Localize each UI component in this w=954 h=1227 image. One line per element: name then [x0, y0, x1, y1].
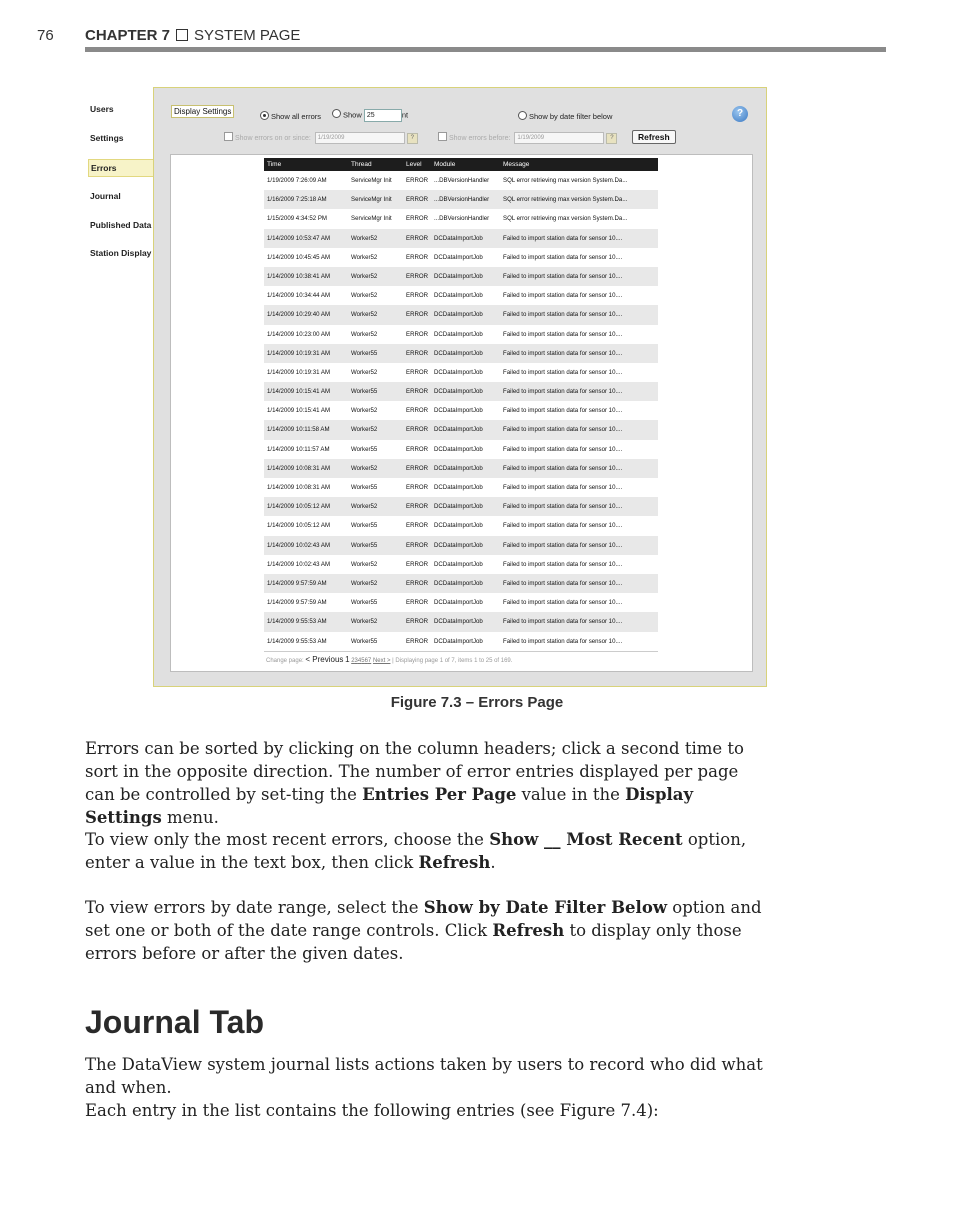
table-row[interactable]: [264, 536, 658, 555]
nav-item-published-data[interactable]: Published Data: [90, 220, 152, 230]
cell-message: Failed to import station data for sensor 10....: [503, 234, 623, 242]
cell-module: DCDataImportJob: [434, 311, 483, 319]
before-checkbox[interactable]: [438, 132, 447, 141]
cell-module: DCDataImportJob: [434, 464, 483, 472]
cell-thread: Worker52: [351, 560, 378, 568]
cell-level: ERROR: [406, 349, 429, 357]
nav-item-users[interactable]: Users: [90, 104, 114, 114]
cell-time: 1/14/2009 10:38:41 AM: [267, 272, 331, 280]
cell-level: ERROR: [406, 177, 429, 184]
header-rule: [85, 47, 886, 52]
cell-time: 1/14/2009 9:55:53 AM: [267, 637, 327, 645]
cell-time: 1/14/2009 10:08:31 AM: [267, 484, 331, 491]
previous-link[interactable]: < Previous: [305, 655, 344, 664]
cell-message: Failed to import station data for sensor 10....: [503, 541, 623, 549]
cell-thread: Worker52: [351, 272, 378, 280]
nav-item-settings[interactable]: Settings: [90, 133, 124, 143]
emphasis: Entries Per Page: [362, 785, 517, 804]
show-by-date-label: Show by date filter below: [529, 112, 613, 121]
page-link[interactable]: 7: [367, 658, 372, 664]
radio-icon[interactable]: [518, 111, 527, 120]
cell-thread: ServiceMgr Init: [351, 215, 392, 223]
table-row[interactable]: [264, 478, 658, 497]
cell-time: 1/19/2009 7:26:09 AM: [267, 177, 327, 184]
cell-thread: Worker52: [351, 618, 378, 626]
change-page-label: Change page:: [266, 658, 304, 664]
text: option and set one or both of the date range controls. Click: [85, 898, 762, 940]
cell-thread: Worker52: [351, 407, 378, 415]
cell-message: Failed to import station data for sensor 10....: [503, 484, 623, 491]
cell-thread: Worker52: [351, 234, 378, 242]
text: option, enter a value in the text box, then click: [85, 830, 747, 872]
show-count-input[interactable]: 25: [364, 109, 402, 122]
table-row[interactable]: [264, 632, 658, 651]
cell-message: Failed to import station data for sensor 10....: [503, 445, 623, 453]
errors-page-screenshot: [86, 87, 767, 687]
cell-module: DCDataImportJob: [434, 541, 483, 549]
text: To view errors by date range, select the: [85, 898, 424, 917]
cell-message: Failed to import station data for sensor 10....: [503, 618, 623, 626]
cell-time: 1/14/2009 10:19:31 AM: [267, 349, 331, 357]
before-date-input[interactable]: 1/19/2009: [514, 132, 604, 144]
text: Errors can be sorted by clicking on the column headers; click a second time to sort in the opposite direction. The number of error entries displayed per page can be controlled by set-ting the: [85, 739, 744, 804]
text: .: [490, 853, 496, 872]
text: menu.: [161, 808, 219, 827]
cell-module: DCDataImportJob: [434, 579, 483, 587]
pager-divider: [264, 651, 658, 652]
cell-message: Failed to import station data for sensor 10....: [503, 503, 623, 511]
cell-message: Failed to import station data for sensor 10....: [503, 637, 623, 645]
cell-thread: Worker52: [351, 253, 378, 261]
cell-time: 1/14/2009 10:02:43 AM: [267, 541, 331, 549]
cell-thread: Worker52: [351, 311, 378, 319]
table-row[interactable]: [264, 229, 658, 248]
paragraph-journal-intro: The DataView system journal lists actions taken by users to record who did what and when.: [85, 1055, 763, 1097]
help-icon[interactable]: ?: [732, 106, 748, 122]
nav-item-errors[interactable]: Errors: [88, 159, 154, 177]
cell-module: DCDataImportJob: [434, 253, 483, 261]
table-row[interactable]: [264, 363, 658, 382]
show-suffix: nt: [401, 110, 409, 120]
calendar-icon[interactable]: ?: [606, 133, 617, 144]
table-row[interactable]: [264, 459, 658, 478]
cell-module: DCDataImportJob: [434, 503, 483, 511]
errors-table: [264, 158, 658, 651]
since-checkbox[interactable]: [224, 132, 233, 141]
section-heading: Journal Tab: [85, 1004, 264, 1040]
cell-level: ERROR: [406, 407, 429, 415]
cell-time: 1/14/2009 10:29:40 AM: [267, 311, 331, 319]
cell-thread: Worker55: [351, 349, 378, 357]
cell-thread: Worker52: [351, 292, 378, 300]
cell-message: SQL error retrieving max version System.Da...: [503, 177, 628, 184]
table-row[interactable]: [264, 209, 658, 228]
cell-time: 1/14/2009 10:53:47 AM: [267, 234, 331, 242]
errors-panel: [153, 87, 767, 687]
cell-time: 1/14/2009 10:15:41 AM: [267, 388, 331, 396]
page-link[interactable]: 6: [364, 658, 368, 664]
cell-level: ERROR: [406, 599, 429, 607]
cell-level: ERROR: [406, 311, 429, 319]
cell-message: Failed to import station data for sensor 10....: [503, 368, 623, 376]
cell-level: ERROR: [406, 215, 429, 223]
cell-message: Failed to import station data for sensor 10....: [503, 560, 623, 568]
cell-level: ERROR: [406, 560, 429, 568]
table-row[interactable]: [264, 574, 658, 593]
table-row[interactable]: [264, 190, 658, 209]
cell-message: Failed to import station data for sensor 10....: [503, 464, 623, 472]
cell-message: SQL error retrieving max version System.Da...: [503, 215, 628, 223]
table-row[interactable]: [264, 593, 658, 612]
paragraph-journal-entries: Each entry in the list contains the following entries (see Figure 7.4):: [85, 1101, 659, 1120]
show-count-option[interactable]: [332, 109, 408, 122]
cell-module: DCDataImportJob: [434, 349, 483, 357]
cell-module: DCDataImportJob: [434, 426, 483, 434]
cell-time: 1/14/2009 10:02:43 AM: [267, 560, 331, 568]
cell-level: ERROR: [406, 292, 429, 300]
cell-message: Failed to import station data for sensor 10....: [503, 292, 623, 300]
cell-level: ERROR: [406, 618, 429, 626]
table-row[interactable]: [264, 420, 658, 439]
cell-thread: Worker55: [351, 522, 378, 530]
cell-level: ERROR: [406, 637, 429, 645]
cell-level: ERROR: [406, 234, 429, 242]
since-filter[interactable]: [224, 132, 418, 144]
cell-module: DCDataImportJob: [434, 368, 483, 376]
text: To view only the most recent errors, choose the: [85, 830, 490, 849]
cell-level: ERROR: [406, 368, 429, 376]
since-date-input[interactable]: 1/19/2009: [315, 132, 405, 144]
side-nav: [86, 87, 153, 687]
cell-level: ERROR: [406, 464, 429, 472]
cell-message: SQL error retrieving max version System.Da...: [503, 196, 628, 204]
cell-thread: ServiceMgr Init: [351, 177, 392, 184]
column-header-message[interactable]: Message: [503, 161, 530, 168]
before-label: Show errors before:: [449, 135, 511, 142]
cell-module: ...DBVersionHandler: [434, 196, 490, 204]
table-row[interactable]: [264, 325, 658, 344]
table-row[interactable]: [264, 555, 658, 574]
table-row[interactable]: [264, 516, 658, 535]
cell-level: ERROR: [406, 484, 429, 491]
column-header-thread[interactable]: Thread: [351, 161, 372, 168]
paragraph-most-recent: [85, 828, 767, 874]
cell-level: ERROR: [406, 196, 429, 204]
show-by-date-option[interactable]: [518, 111, 612, 121]
chapter-title: SYSTEM PAGE: [194, 27, 301, 44]
cell-message: Failed to import station data for sensor 10....: [503, 407, 623, 415]
cell-module: DCDataImportJob: [434, 330, 483, 338]
column-header-level[interactable]: Level: [406, 161, 422, 168]
pager-status: Displaying page 1 of 7, items 1 to 25 of 169.: [395, 658, 513, 664]
table-row[interactable]: [264, 440, 658, 459]
cell-message: Failed to import station data for sensor 10....: [503, 311, 623, 319]
cell-level: ERROR: [406, 579, 429, 587]
cell-thread: ServiceMgr Init: [351, 196, 392, 204]
cell-level: ERROR: [406, 541, 429, 549]
cell-time: 1/14/2009 9:55:53 AM: [267, 618, 327, 626]
cell-level: ERROR: [406, 330, 429, 338]
cell-module: DCDataImportJob: [434, 407, 483, 415]
cell-time: 1/14/2009 10:19:31 AM: [267, 368, 331, 376]
cell-message: Failed to import station data for sensor 10....: [503, 349, 623, 357]
table-row[interactable]: [264, 612, 658, 631]
next-link[interactable]: Next >: [372, 658, 391, 664]
figure-caption: Figure 7.3 – Errors Page: [390, 694, 564, 711]
cell-thread: Worker55: [351, 541, 378, 549]
page-link[interactable]: 4: [357, 658, 362, 664]
emphasis: Refresh: [418, 853, 491, 872]
cell-module: DCDataImportJob: [434, 272, 483, 280]
cell-level: ERROR: [406, 272, 429, 280]
cell-message: Failed to import station data for sensor 10....: [503, 579, 623, 587]
cell-module: DCDataImportJob: [434, 388, 483, 396]
cell-level: ERROR: [406, 426, 429, 434]
paragraph-date-range: [85, 896, 767, 965]
separator-box-icon: [176, 29, 188, 41]
table-row[interactable]: [264, 267, 658, 286]
page-link[interactable]: 5: [361, 658, 365, 664]
cell-time: 1/14/2009 10:05:12 AM: [267, 522, 331, 530]
radio-icon[interactable]: [332, 109, 341, 118]
page-link[interactable]: 3: [354, 658, 358, 664]
cell-thread: Worker52: [351, 368, 378, 376]
emphasis: Show by Date Filter Below: [423, 898, 668, 917]
cell-thread: Worker55: [351, 388, 378, 396]
emphasis: Display Settings: [85, 785, 694, 827]
cell-time: 1/14/2009 10:08:31 AM: [267, 464, 331, 472]
cell-module: DCDataImportJob: [434, 522, 483, 530]
cell-message: Failed to import station data for sensor 10....: [503, 272, 623, 280]
cell-message: Failed to import station data for sensor 10....: [503, 426, 623, 434]
table-row[interactable]: [264, 305, 658, 324]
table-row[interactable]: [264, 497, 658, 516]
cell-module: ...DBVersionHandler: [434, 215, 490, 223]
display-settings-button[interactable]: Display Settings: [171, 105, 234, 118]
cell-thread: Worker55: [351, 637, 378, 645]
cell-module: DCDataImportJob: [434, 618, 483, 626]
cell-thread: Worker55: [351, 599, 378, 607]
cell-module: ...DBVersionHandler: [434, 177, 490, 184]
cell-module: DCDataImportJob: [434, 484, 483, 491]
text: value in the: [516, 785, 626, 804]
cell-level: ERROR: [406, 522, 429, 530]
show-all-option[interactable]: [260, 111, 321, 121]
page-number: 76: [37, 27, 54, 44]
radio-selected-icon[interactable]: [260, 111, 269, 120]
emphasis: Refresh: [492, 921, 565, 940]
column-header-time[interactable]: Time: [267, 161, 282, 168]
table-row[interactable]: [264, 171, 658, 190]
cell-time: 1/14/2009 10:05:12 AM: [267, 503, 331, 511]
cell-time: 1/15/2009 4:34:52 PM: [267, 215, 327, 223]
table-header: [264, 158, 658, 171]
table-row[interactable]: [264, 382, 658, 401]
paragraph-sorting: [85, 737, 767, 829]
nav-item-journal[interactable]: Journal: [90, 191, 121, 201]
cell-time: 1/14/2009 10:34:44 AM: [267, 292, 331, 300]
cell-message: Failed to import station data for sensor 10....: [503, 330, 623, 338]
show-label: Show: [343, 110, 362, 120]
table-row[interactable]: [264, 401, 658, 420]
pager: Change page: < Previous 1 234567 Next > | Displaying page 1 of 7, items 1 to 25 of 169.: [266, 655, 513, 664]
cell-time: 1/14/2009 10:11:57 AM: [267, 445, 330, 453]
since-label: Show errors on or since:: [235, 135, 311, 142]
cell-message: Failed to import station data for sensor 10....: [503, 522, 623, 530]
cell-thread: Worker52: [351, 426, 378, 434]
cell-message: Failed to import station data for sensor 10....: [503, 599, 623, 607]
cell-thread: Worker52: [351, 330, 378, 338]
cell-level: ERROR: [406, 388, 429, 396]
cell-module: DCDataImportJob: [434, 560, 483, 568]
cell-module: DCDataImportJob: [434, 445, 483, 453]
cell-message: Failed to import station data for sensor 10....: [503, 253, 623, 261]
errors-grid: [170, 154, 753, 672]
cell-thread: Worker55: [351, 484, 378, 491]
cell-time: 1/14/2009 10:11:58 AM: [267, 426, 330, 434]
cell-time: 1/14/2009 9:57:59 AM: [267, 599, 327, 607]
cell-module: DCDataImportJob: [434, 599, 483, 607]
cell-thread: Worker55: [351, 445, 378, 453]
before-filter[interactable]: [438, 132, 617, 144]
page-link[interactable]: 2: [351, 658, 355, 664]
cell-level: ERROR: [406, 445, 429, 453]
table-row[interactable]: [264, 248, 658, 267]
cell-thread: Worker52: [351, 464, 378, 472]
emphasis: Show __ Most Recent: [489, 830, 683, 849]
current-page: 1: [345, 655, 350, 664]
table-row[interactable]: [264, 344, 658, 363]
table-row[interactable]: [264, 286, 658, 305]
text: to display only those errors before or after the given dates.: [85, 921, 742, 963]
cell-module: DCDataImportJob: [434, 292, 483, 300]
cell-time: 1/14/2009 9:57:59 AM: [267, 579, 327, 587]
cell-module: DCDataImportJob: [434, 234, 483, 242]
cell-module: DCDataImportJob: [434, 637, 483, 645]
running-header: [85, 27, 300, 44]
column-header-module[interactable]: Module: [434, 161, 456, 168]
refresh-button[interactable]: Refresh: [632, 130, 676, 144]
cell-time: 1/16/2009 7:25:18 AM: [267, 196, 327, 204]
cell-thread: Worker52: [351, 503, 378, 511]
chapter-label: CHAPTER 7: [85, 27, 171, 44]
calendar-icon[interactable]: ?: [407, 133, 418, 144]
nav-item-station-display[interactable]: Station Display: [90, 248, 152, 258]
cell-message: Failed to import station data for sensor 10....: [503, 388, 623, 396]
cell-time: 1/14/2009 10:45:45 AM: [267, 253, 331, 261]
cell-time: 1/14/2009 10:15:41 AM: [267, 407, 331, 415]
cell-level: ERROR: [406, 253, 429, 261]
table-body: [264, 171, 658, 651]
cell-time: 1/14/2009 10:23:00 AM: [267, 330, 331, 338]
cell-thread: Worker52: [351, 579, 378, 587]
cell-level: ERROR: [406, 503, 429, 511]
show-all-label: Show all errors: [271, 112, 322, 121]
